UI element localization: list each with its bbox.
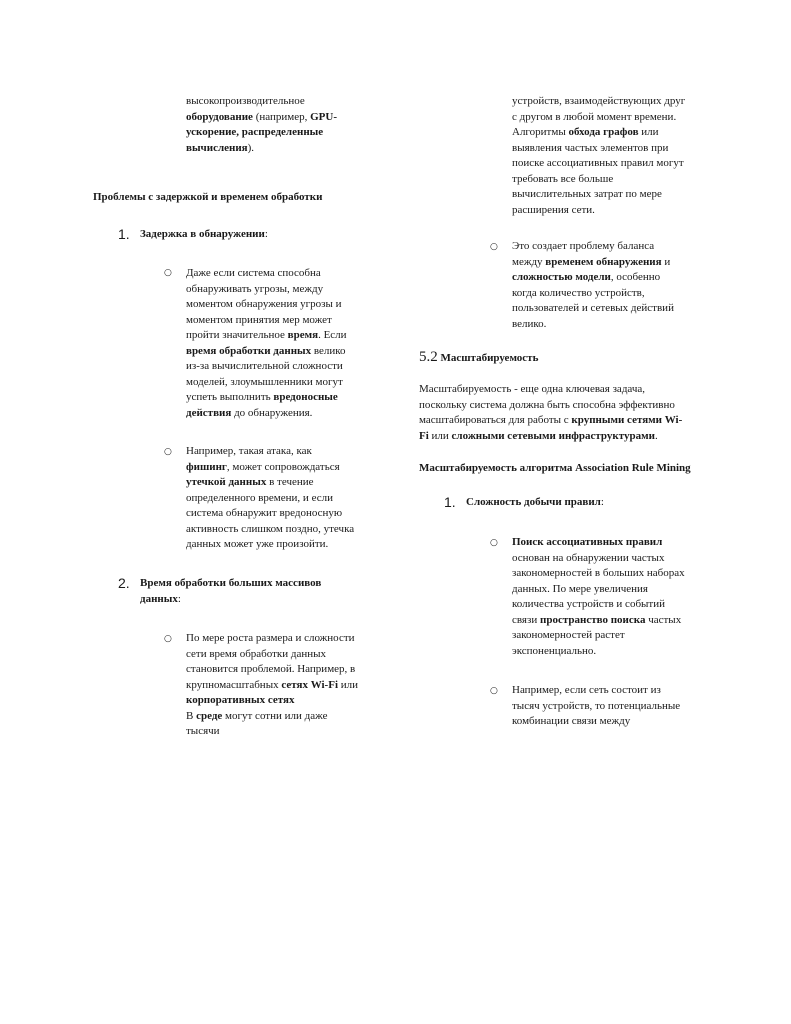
text-line: Это создает проблему баланса [512, 240, 655, 252]
list-number: 1. [444, 494, 456, 510]
text-line: вычисления). [186, 141, 255, 154]
text-line: данных. По мере увеличения [512, 582, 648, 595]
bullet-paragraph [512, 683, 722, 730]
text-line: сложностью модели, особенно [512, 271, 661, 283]
bullet-paragraph [186, 266, 386, 421]
bullet-paragraph [186, 444, 386, 553]
bullet-paragraph [512, 239, 722, 332]
text-line: требовать все больше [512, 172, 614, 185]
text-line: действия до обнаружения. [186, 406, 313, 419]
text-line: Например, если сеть состоит из [512, 684, 661, 696]
text-line: выявления частых элементов при [512, 141, 669, 154]
text-line: Поиск ассоциативных правил [512, 536, 663, 548]
text-line: тысячи [186, 725, 220, 737]
text-line: Время обработки больших массивов [140, 577, 322, 589]
text-line: ускорение, распределенные [186, 126, 324, 138]
text-line: расширения сети. [512, 203, 595, 216]
text-line: данных: [140, 592, 181, 605]
text-line: Даже если система способна [186, 267, 321, 279]
text-line: моментом обнаружения угрозы и [186, 298, 342, 310]
text-line: сети время обработки данных [186, 647, 327, 660]
section-heading-latency: Проблемы с задержкой и временем обработки [93, 191, 323, 203]
text-line: поскольку система должна быть способна эффективно [419, 398, 675, 411]
text-line: Например, такая атака, как [186, 445, 312, 457]
text-line: экспоненциально. [512, 644, 597, 657]
text-line: устройств, взаимодействующих друг [512, 95, 686, 107]
text-line: пользователей и сетевых действий [512, 302, 674, 314]
text-line: поиске ассоциативных правил могут [512, 157, 684, 169]
text-line: вычислительных затрат по мере [512, 188, 662, 200]
section-heading-scalability [419, 350, 538, 367]
bullet-paragraph [186, 631, 386, 740]
text-line: система обнаружит вредоносную [186, 507, 343, 519]
list-number: 2. [118, 575, 130, 591]
section-title: Масштабируемость [440, 352, 539, 364]
list-item-title: Задержка в обнаружении: [140, 228, 268, 240]
text-line: успеть выполнить вредоносные [186, 391, 338, 403]
text-line: корпоративных сетях [186, 694, 295, 706]
text-line: когда количество устройств, [512, 286, 645, 299]
bullet-circle-icon: ○ [164, 634, 172, 644]
text-line: В среде могут сотни или даже [186, 709, 328, 722]
text-line: данных может уже произойти. [186, 538, 329, 550]
subheading-arm: Масштабируемость алгоритма Association Rule Mining [419, 462, 691, 474]
text-line: определенного времени, и если [186, 491, 333, 504]
text-line: высокопроизводительное [186, 95, 305, 107]
text-line: моделей, злоумышленники могут [186, 375, 343, 388]
intro-paragraph [186, 94, 386, 156]
text-line: закономерностей в больших наборах [512, 567, 685, 579]
text-line: фишинг, может сопровождаться [186, 460, 340, 473]
bullet-circle-icon: ○ [490, 242, 498, 252]
bullet-circle-icon: ○ [490, 686, 498, 696]
text-line: масштабироваться для работы с крупными сетями Wi- [419, 414, 683, 426]
text-line: становится проблемой. Например, в [186, 663, 356, 675]
text-line: тысяч устройств, то потенциальные [512, 699, 681, 712]
bullet-circle-icon: ○ [164, 447, 172, 457]
text-line: крупномасштабных сетях Wi-Fi или [186, 678, 359, 691]
text-line: По мере роста размера и сложности [186, 632, 355, 644]
text-line: Алгоритмы обхода графов или [512, 126, 659, 138]
text-line: обнаруживать угрозы, между [186, 282, 324, 295]
text-line: утечкой данных в течение [186, 476, 314, 488]
text-line: с другом в любой момент времени. [512, 110, 677, 123]
list-number: 1. [118, 226, 130, 242]
bullet-circle-icon: ○ [164, 268, 172, 278]
scalability-paragraph [419, 382, 719, 444]
text-line: из-за вычислительной сложности [186, 360, 343, 372]
text-line: закономерностей растет [512, 629, 625, 641]
text-line: основан на обнаружении частых [512, 551, 665, 564]
text-line: оборудование (например, GPU- [186, 110, 337, 123]
text-line: связи пространство поиска частых [512, 613, 682, 626]
section-number: 5.2 [419, 349, 438, 365]
text-line: велико. [512, 317, 547, 330]
list-item-title: Сложность добычи правил: [466, 496, 604, 508]
text-line: моментом принятия мер может [186, 313, 332, 326]
text-line: время обработки данных велико [186, 344, 346, 357]
text-line: активность слишком поздно, утечка [186, 522, 355, 535]
bullet-circle-icon: ○ [490, 538, 498, 548]
text-line: пройти значительное время. Если [186, 329, 347, 341]
text-line: комбинации связи между [512, 715, 631, 727]
text-line: между временем обнаружения и [512, 255, 671, 268]
bullet-paragraph [512, 535, 722, 659]
list-item-title [140, 576, 370, 607]
text-line: Масштабируемость - еще одна ключевая задача, [419, 383, 646, 395]
continued-paragraph [512, 94, 722, 218]
text-line: Fi или сложными сетевыми инфраструктурами. [419, 429, 658, 442]
text-line: количества устройств и событий [512, 598, 666, 610]
